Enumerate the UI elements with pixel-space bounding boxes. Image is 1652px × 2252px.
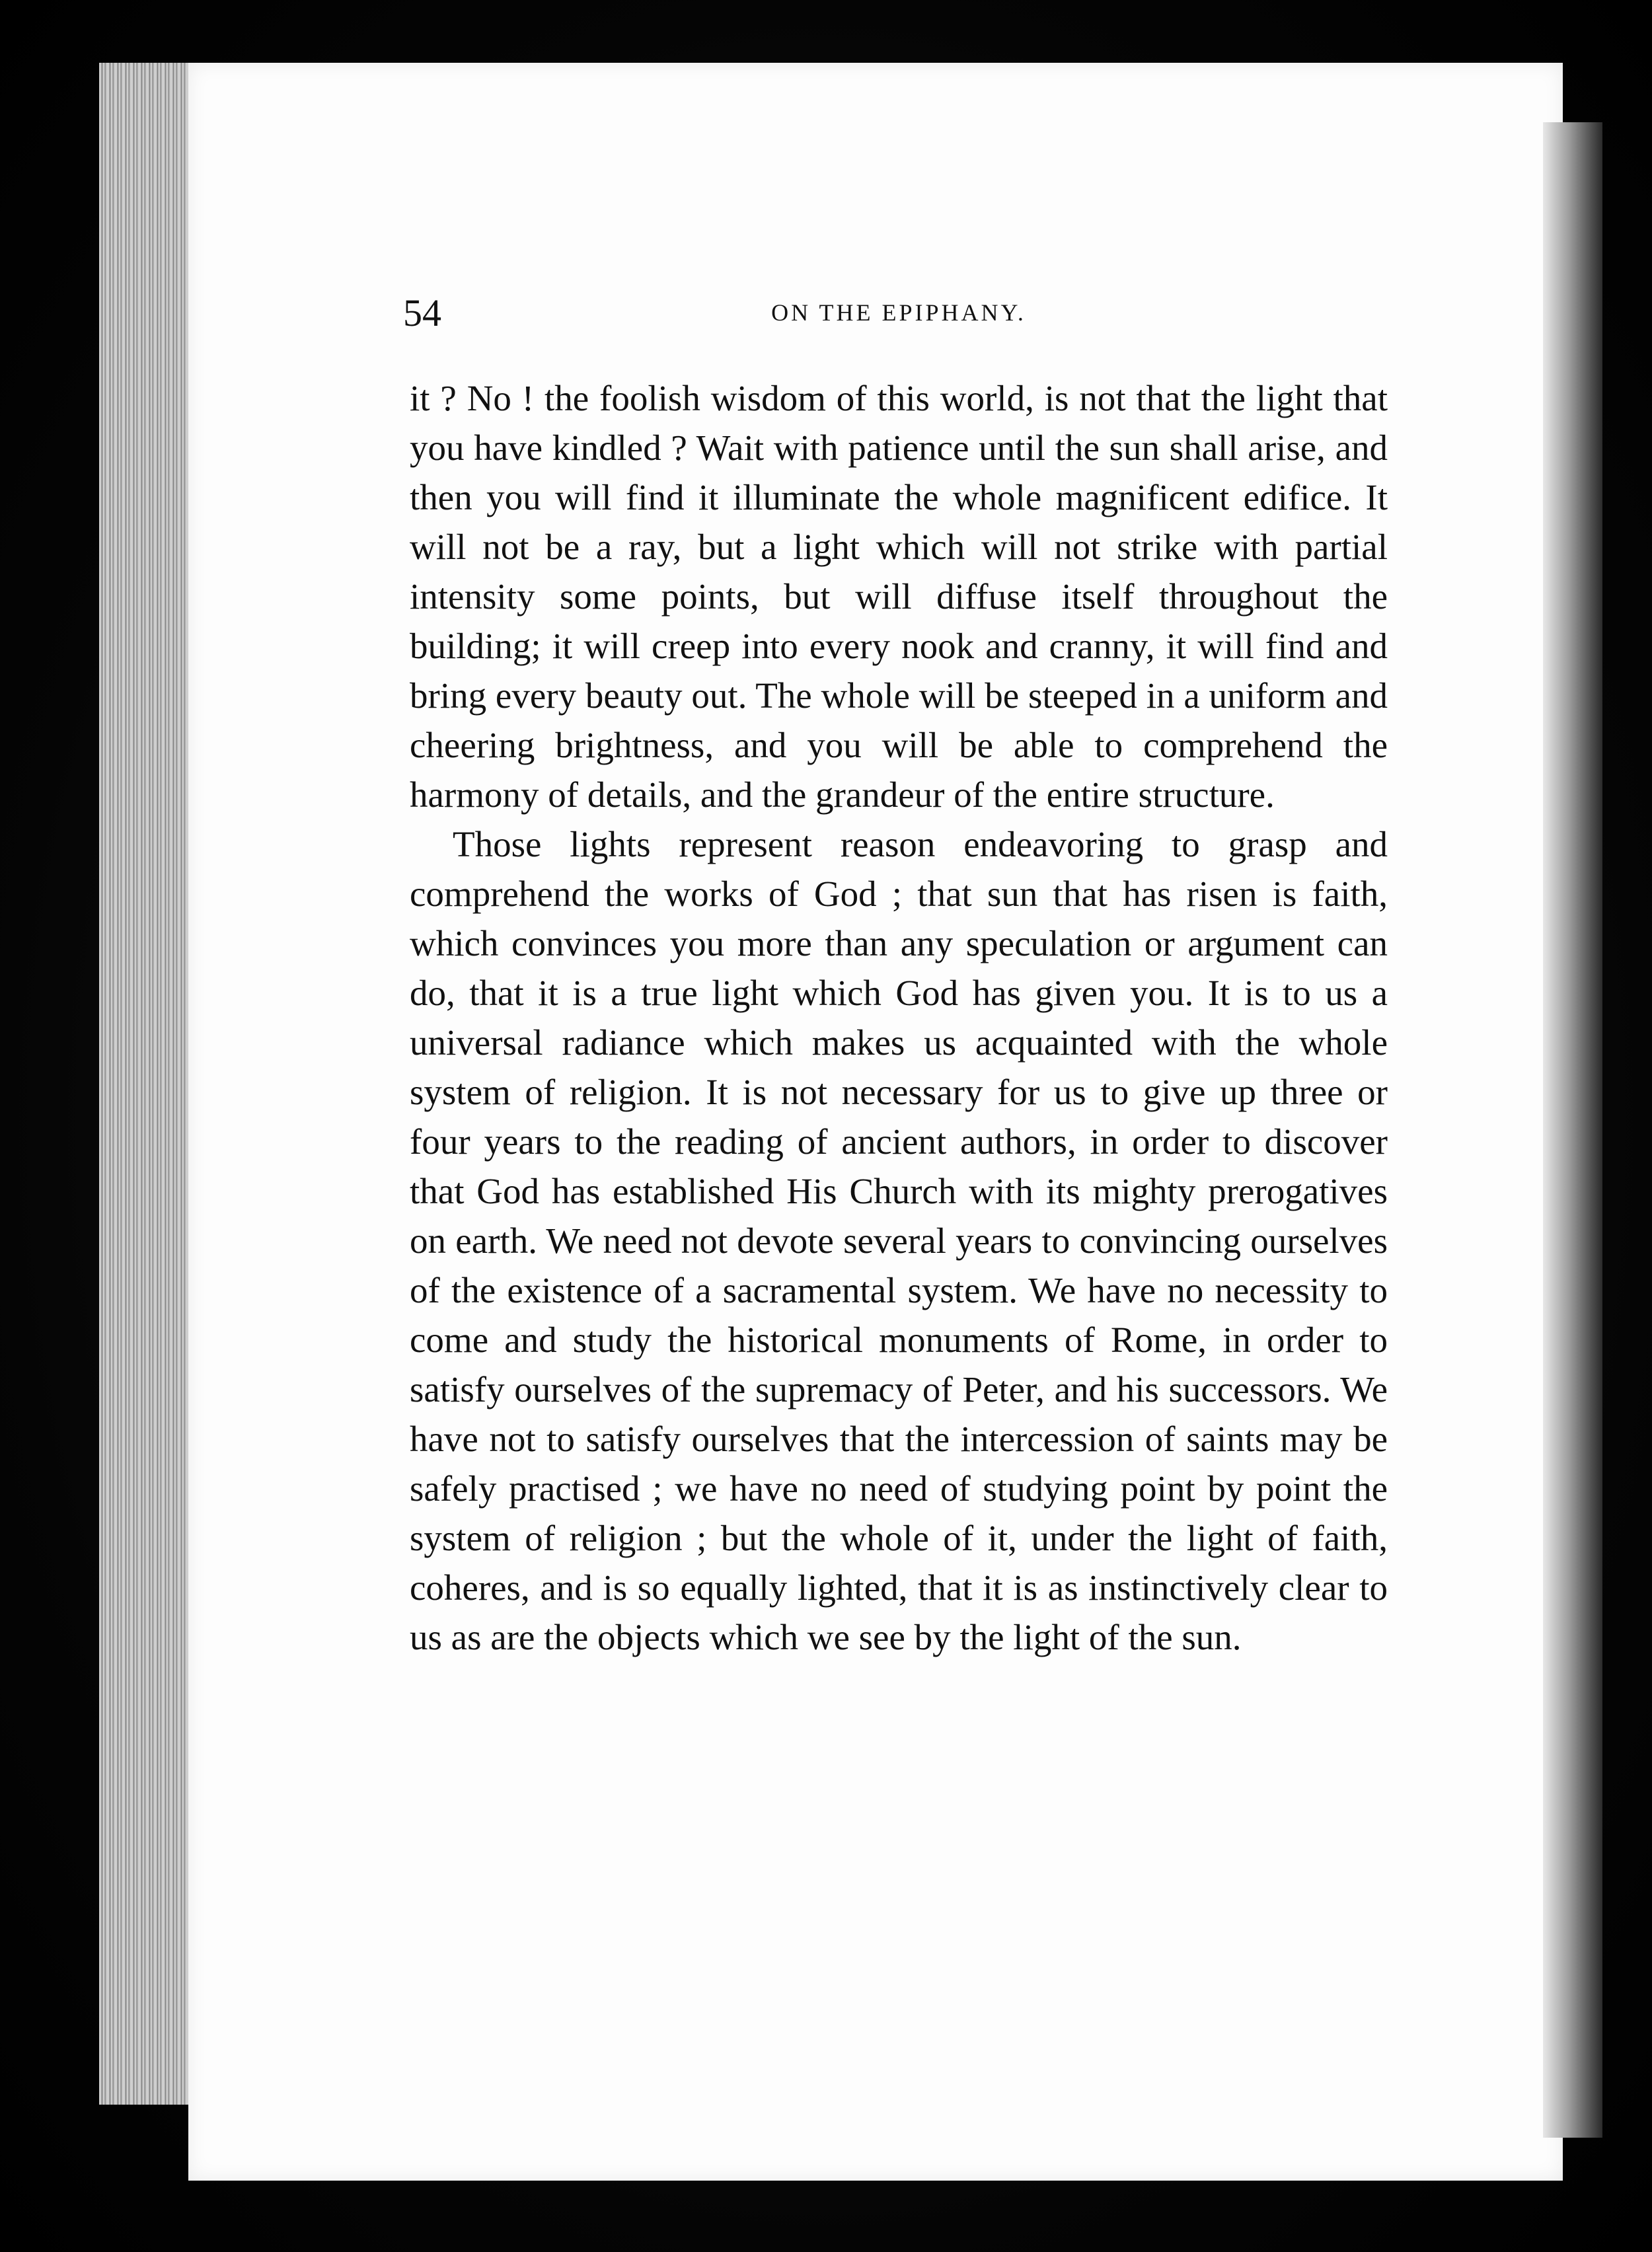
page-header bbox=[403, 291, 1394, 344]
page-number: 54 bbox=[403, 291, 441, 334]
book-page-edges bbox=[99, 63, 188, 2105]
body-text bbox=[410, 373, 1388, 1662]
paragraph: Those lights represent reason endeavoring to grasp and comprehend the works of God ; that sun that has risen is faith, which convinces you more than any speculation or argument can do, that it is a true light which God has given you. It is to us a universal radiance which makes us acquainted with the whole system of religion. It is not necessary for us to give up three or four years to the reading of ancient authors, in order to discover that God has established His Church with its mighty prerogatives on earth. We need not devote several years to convincing ourselves of the existence of a sacramental system. We have no necessity to come and study the historical monuments of Rome, in order to satisfy ourselves of the supremacy of Peter, and his successors. We have not to satisfy ourselves that the intercession of saints may be safely practised ; we have no need of studying point by point the system of religion ; but the whole of it, under the light of faith, coheres, and is so equally lighted, that it is as instinctively clear to us as are the objects which we see by the light of the sun. bbox=[410, 824, 1388, 1657]
running-head: ON THE EPIPHANY. bbox=[771, 299, 1026, 326]
page-gutter-shadow bbox=[1543, 122, 1602, 2138]
paragraph-continued: it ? No ! the foolish wisdom of this world, is not that the light that you have kindled ? Wait with patience until the sun shall arise, and then you will find it illuminate the whole magnificent edifice. It will not be a ray, but a light which will not strike with partial intensity some points, but will diffuse itself throughout the building; it will creep into every nook and cranny, it will find and bring every beauty out. The whole will be steeped in a uniform and cheering brightness, and you will be able to comprehend the harmony of details, and the grandeur of the entire structure. bbox=[410, 378, 1388, 815]
